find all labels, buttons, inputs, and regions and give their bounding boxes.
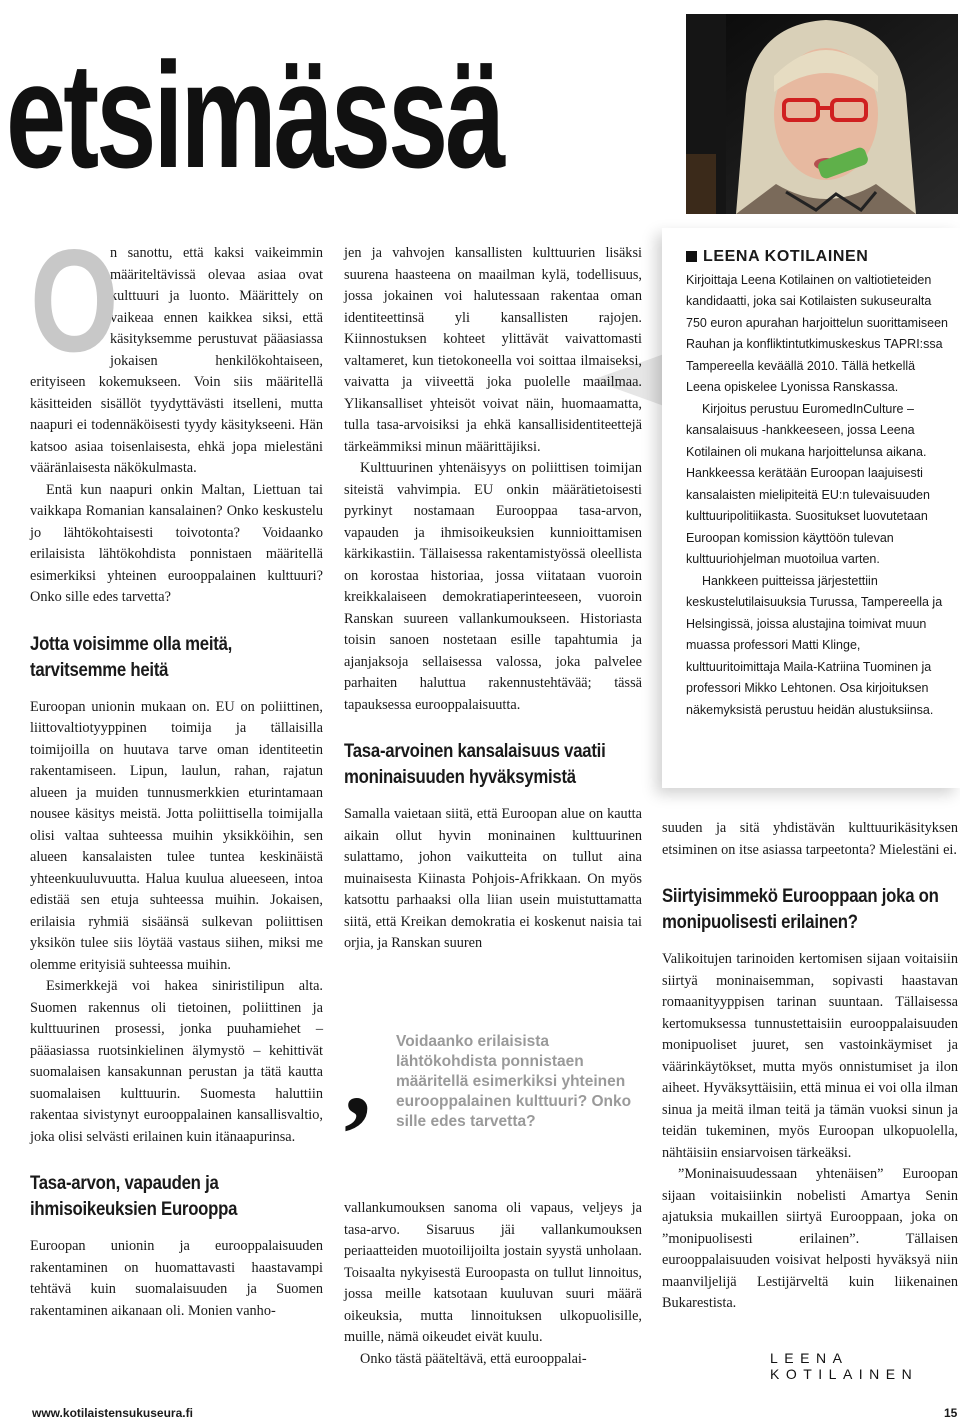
bio-heading [686,246,948,268]
author-photo [686,14,958,214]
body-paragraph: Esimerkkejä voi hakea siniristilipun alta. Suomen rakennus oli tietoinen, poliittinen ja kulttuurinen prosessi, jonka puuhamiehet – pääasiassa ruotsinkielinen älymystö – kehittivät suomalaisen kansakunnan perustan ja tätä kautta suomalaisen kulttuurin. Suomesta haluttiin rakentaa sivistynyt eurooppalainen kansallisvaltio, joka olisi selvästi erilainen kuin itänaapurinsa. [30,978,323,1145]
portrait-photo-icon [686,14,958,214]
body-paragraph: Valikoitujen tarinoiden kertomisen sijaan voitaisiin siirtyä moninaisemman, sopivasti haastavan romaanityyppisen tarinan suuntaan. Tällaisessa kertomuksessa tunnustettaisiin eurooppalaisuuden monipuoliset juuret, sen vastoinkäymiset ja väärinkäytökset, mutta myös onnistumiset ja ilon aiheet. Hyväksyttäisiin, että minua ei voi olla ilman sinua ja meitä ilman teitä ja tämän vuoksi sinun ja teidän tukeminen, myös Euroopan ulkopuolella, nähtäisiin ensiarvoisen tärkeäksi. [662,951,958,1161]
body-paragraph: Samalla vaietaan siitä, että Euroopan alue on kautta aikain ollut hyvin moninainen kulttuurinen sulattamo, johon vaikutteita on tullut aina muinaisesta Kiinasta Pohjois-Afrikkaan. On myös katsottu parhaaksi olla liian usein muistuttamatta siitä, että Kreikan demokratia ei koskenut naisia tai orjia, ja Ranskan suuren [344,806,642,951]
body-paragraph: Euroopan unionin ja eurooppalaisuuden rakentaminen on huomattavasti haastavampi tehtävä kuin suomalaisuuden ja Suomen rakentaminen aikanaan oli. Monien vanho- [30,1238,323,1319]
body-paragraph: n sanottu, että kaksi vaikeimmin määriteltävissä olevaa asiaa ovat kulttuuri ja luonto. Määrittely on vaikeaa ennen kaikkea siksi, että käsityksemme perustuvat pääasiassa jokaisen henkilökohtaiseen, erityiseen kokemukseen. Voin siis määritellä käsitteiden sisällöt tyydyttävästi itselleni, mutta naapuri ei todennäköisesti tyydy käsitykseeni. Hän katsoo asiaa toisenlaisesta, ehkä jopa mielestäni vääränlaisesta näkökulmasta. [30,245,323,476]
bio-paragraph: Kirjoittaja Leena Kotilainen on valtiotieteiden kandidaatti, joka sai Kotilaisten sukuseuralta 750 euron apurahan harjoittelun suorittamiseen Rauhan ja konfliktintutkimuskeskus TAPRI:ssa Tampereella keväällä 2010. Tällä hetkellä Leena opiskelee Lyonissa Ranskassa. [686,272,948,394]
quote-mark-icon: , [344,1016,372,1138]
author-bio-box [662,228,960,788]
article-column-1 [30,219,323,1322]
article-column-2-continued [344,1198,642,1370]
article-column-3 [662,818,958,1315]
body-paragraph: Euroopan unionin mukaan on. EU on poliittinen, liittovaltiotyyppinen toimija ja tällaisilla toimijoilla on huutava tarve oman identiteetin rakentamiseen. Lipun, laulun, rahan, rajatun alueen ja muiden tunnusmerkkien eturintamaan nousee käsitys meistä. Jotta poliittisella toimijalla olisi valtaa suhteessa muihin yksikköihin, sen alueen kansalaisten tulee tuntea keskinäistä yhteenkuuluvuutta. Halua kuulua alueeseen, intoa edistää sen etuja suhteessa muihin. Jokaisen, erilaisia ryhmiä sisäänsä sulkevan poliittisen yksikön tulee siis löytää vastaus siihen, miksi me olemme erityisiä suhteessa muihin. [30,698,323,973]
author-signature: LEENA KOTILAINEN [770,1350,919,1382]
footer-url[interactable]: www.kotilaistensukuseura.fi [32,1406,193,1420]
body-paragraph: Kulttuurinen yhtenäisyys on poliittisen toimijan siteistä vahvimpia. EU onkin määrätietoisesti pyrkinyt nostamaan Eurooppaa tasa-arvon, vapauden ja ihmisoikeuksien kunnioittamisen kärkikastiin. Tällaisessa rakentamistyössä oleellista on korostaa historiaa, jossa viitataan vuoroin kreikkalaiseen demokratiaperinteeseen, vuoroin Ranskan suureen vallankumoukseen. Historiasta toisin sanoen nostetaan esille tapahtumia ja ajanjaksoja sellaisessa valossa, joka palvelee parhaiten haluttua rakennustehtävää; tässä tapauksessa eurooppalaisuutta. [344,460,642,713]
bio-name: LEENA KOTILAINEN [703,248,869,265]
body-paragraph: Entä kun naapuri onkin Maltan, Liettuan tai vaikkapa Romanian kansalainen? Onko keskustelu jo lähtökohtaisesti toivotonta? Voidaanko erilaisista lähtökohdista ponnistaen määritellä esimerkiksi yhteinen eurooppalainen kulttuuri? Onko sille edes tarvetta? [30,481,323,605]
pull-quote-text: Voidaanko erilaisista lähtökohdista ponnistaen määritellä esimerkiksi yhteinen eurooppalainen kulttuuri? Onko sille edes tarvetta? [396,1033,632,1130]
subheading: Tasa-arvon, vapauden ja ihmisoikeuksien Eurooppa [30,1172,238,1220]
page-title: etsimässä [6,31,503,199]
square-bullet-icon [686,251,697,262]
subheading: Siirtyisimmekö Eurooppaan joka on monipuolisesti erilainen? [662,885,939,933]
subheading: Tasa-arvoinen kansalaisuus vaatii moninaisuuden hyväksymistä [344,740,606,788]
bio-paragraph: Kirjoitus perustuu EuromedInCulture – kansalaisuus -hankkeeseen, jossa Leena Kotilainen oli mukana harjoittelunsa aikana. Hankkeessa kerätään Euroopan laajuisesti kansalaisten mielipiteitä EU:n tulevaisuuden kulttuuripolitiikasta. Suositukset luovutetaan Euroopan komission käyttöön tulevan kulttuuriohjelman muotoilua varten. [686,401,930,566]
pull-quote [344,1016,642,1192]
page-number: 15 [944,1406,958,1420]
body-paragraph: vallankumouksen sanoma oli vapaus, veljeys ja tasa-arvo. Sisaruus jäi vallankumouksen periaatteiden muotoilijoilta jostain syystä unholaan. Toisaalta nykyisestä Euroopasta on tullut linnoitus, jossa meille katsotaan kuuluvan suuri määrä oikeuksia, mutta linnoituksen ulkopuolisille, muille, nämä oikeudet eivät kuulu. [344,1200,642,1345]
subheading: Jotta voisimme olla meitä, tarvitsemme heitä [30,632,233,681]
bio-paragraph: Hankkeen puitteissa järjestettiin keskustelutilaisuuksia Turussa, Tampereella ja Helsingissä, joissa alustajina toimivat muun muassa professori Matti Klinge, kulttuuritoimittaja Maila-Katriina Tuominen ja professori Mikko Lehtonen. Osa kirjoituksen näkemyksistä perustuu heidän alustuksiinsa. [686,573,943,717]
body-paragraph: ”Moninaisuudessaan yhtenäisen” Euroopan sijaan voitaisiinkin nobelisti Amartya Senin ajatuksia mukaillen siirtyä Eurooppaan, joka on ”monipuolisesti erilainen”. Tällaisen eurooppalaisuuden voisivat helposti hyväksyä niin maanviljelijä Lestijärveltä kuin liikenainen Bukarestista. [662,1166,958,1311]
article-column-2 [344,243,642,955]
body-paragraph: jen ja vahvojen kansallisten kulttuurien lisäksi suurena haasteena on maailman kylä, todellisuus, jossa jokainen voi halutessaan rakentaa oman identiteettinsä yli kansallisten rajojen. Kiinnostuksen kohteet ylittävät vaivattomasti valtameret, kun tietokoneella voi soittaa ilmaiseksi, vaivatta ja viiveettä joka puolelle maailmaa. Ylikansalliset yhteisöt voivat näin, huomaamatta, tulla tasa-arvoisiksi ja ehkä kansallisidentiteettejä tärkeämmiksi minun määrittäjiksi. [344,245,642,455]
body-paragraph: Onko tästä pääteltävä, että eurooppalai- [360,1350,587,1367]
drop-cap: O [30,219,119,382]
body-paragraph: suuden ja sitä yhdistävän kulttuurikäsityksen etsiminen on itse asiassa tarpeetonta? Mielestäni ei. [662,820,958,858]
